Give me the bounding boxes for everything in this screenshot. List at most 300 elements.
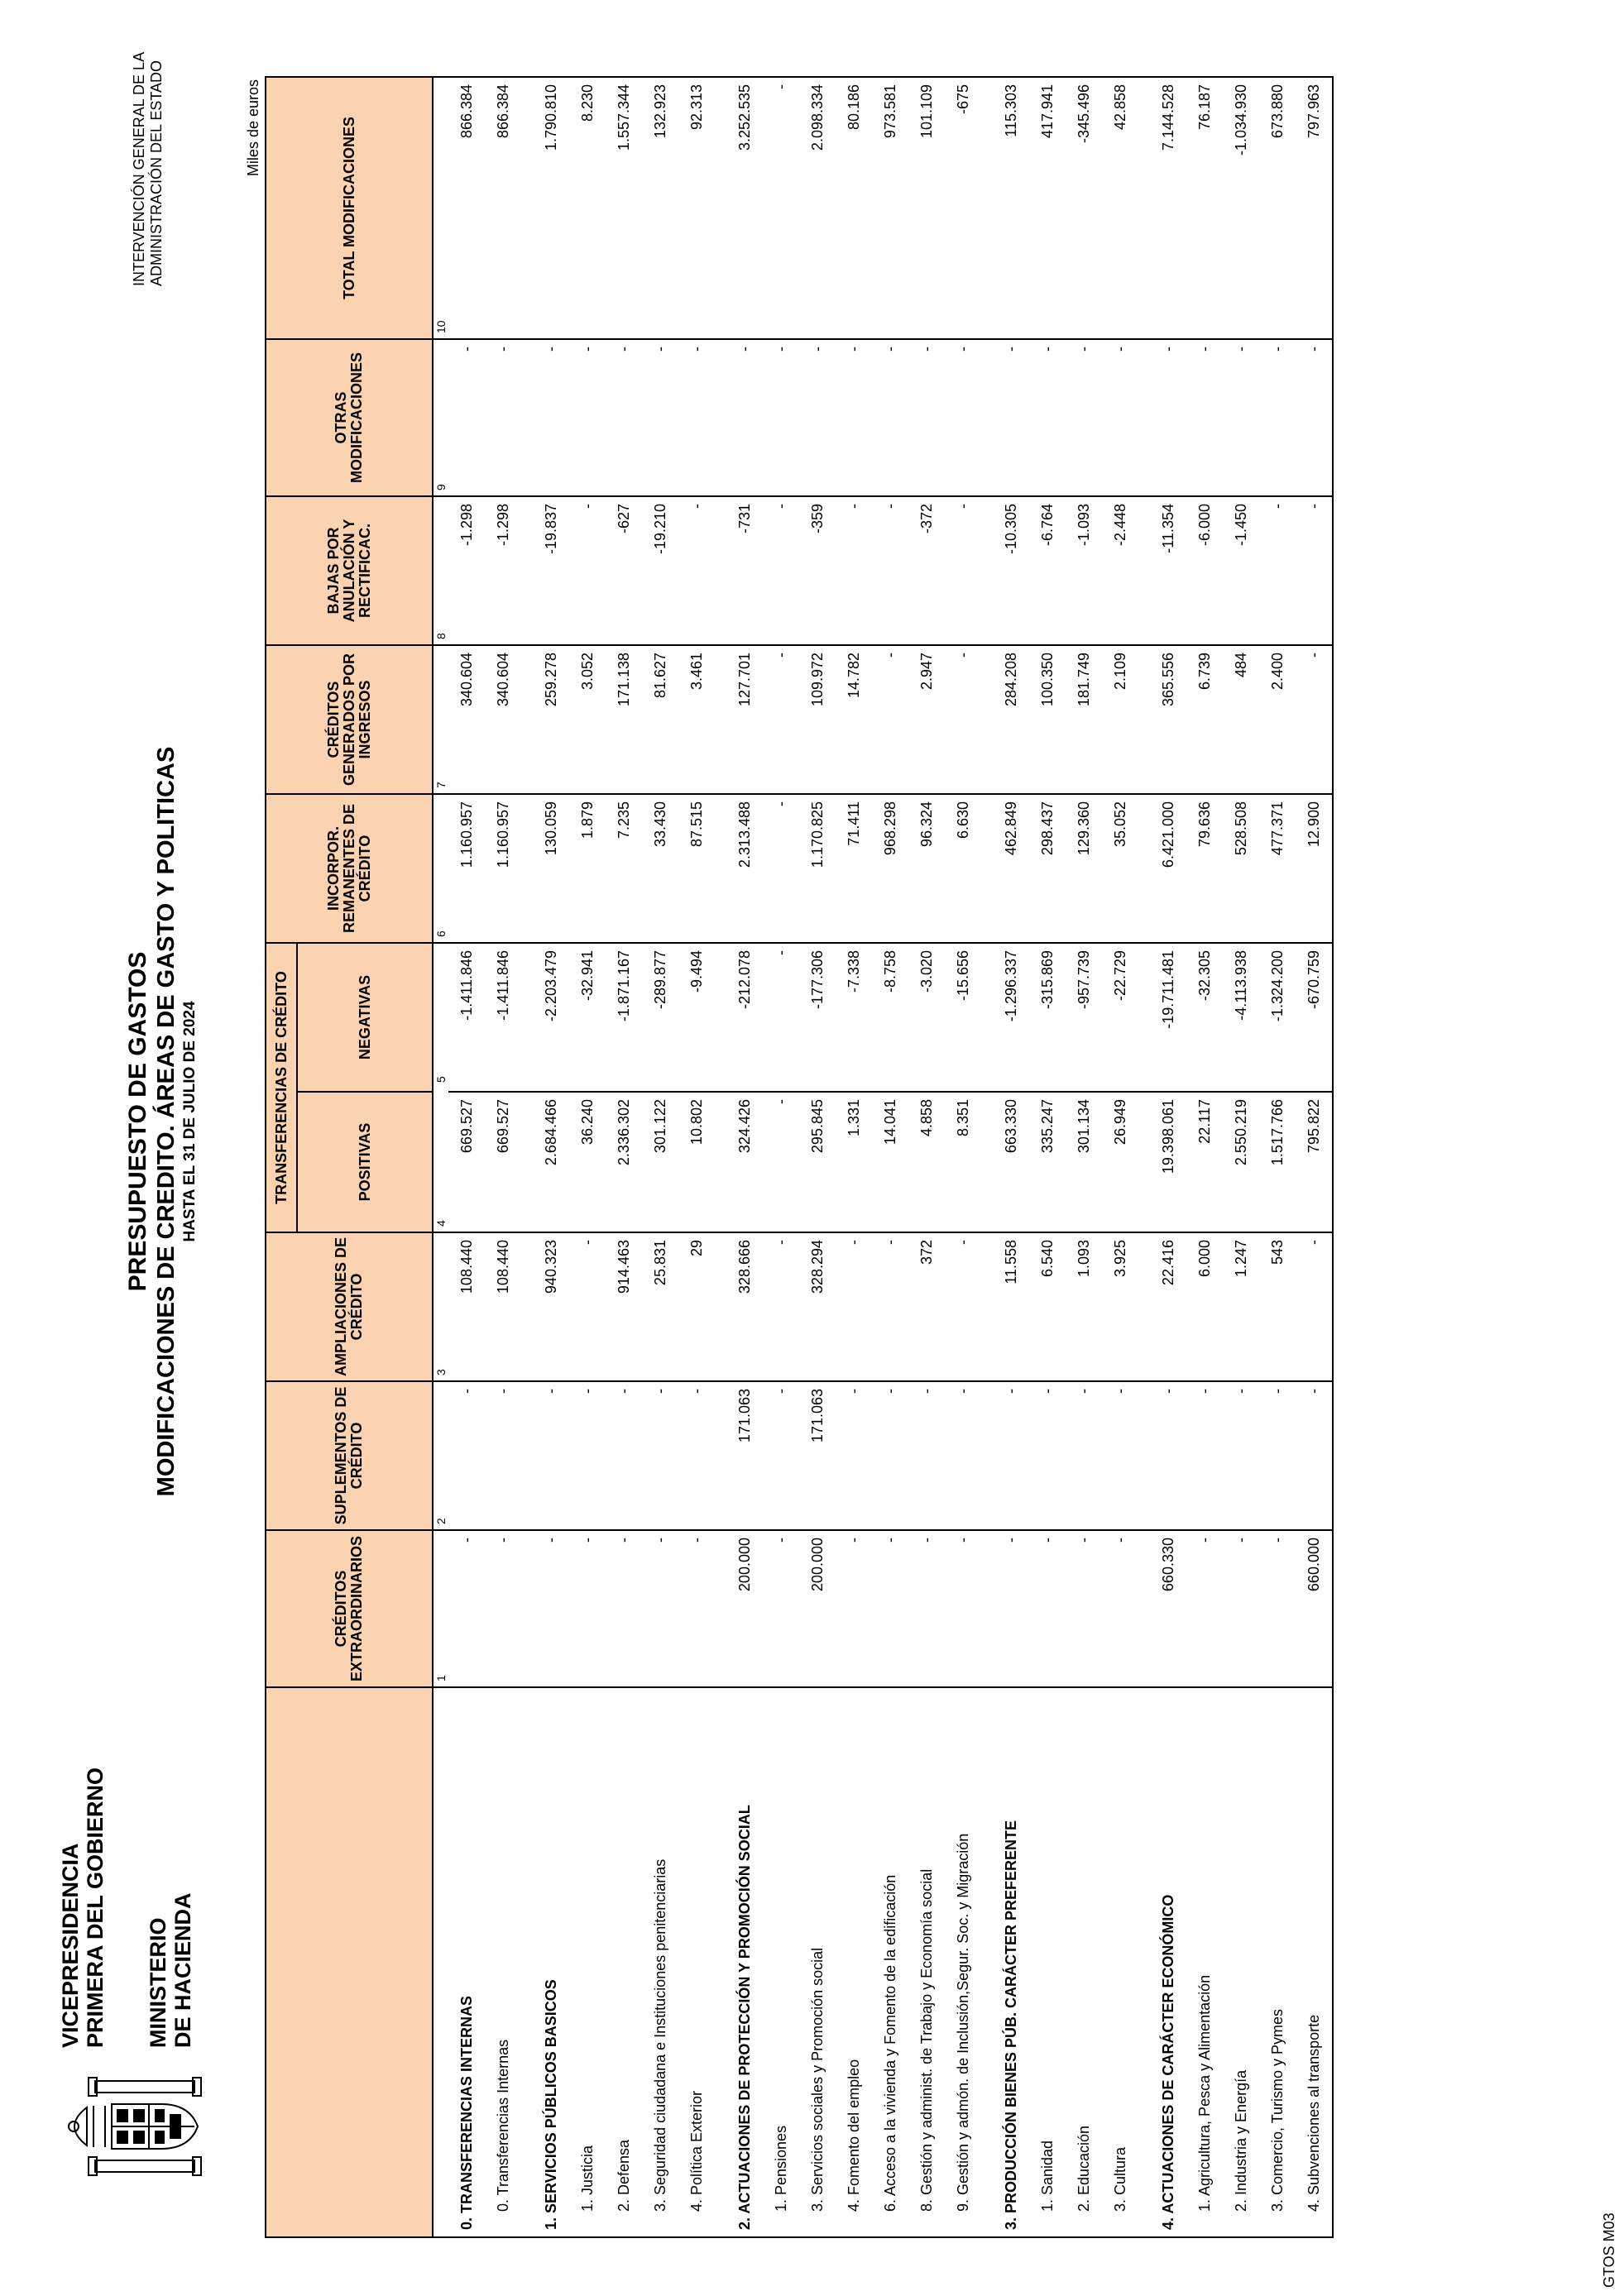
value-cell: 36.240 <box>569 1092 606 1232</box>
value-cell: 284.208 <box>993 645 1029 794</box>
value-cell: - <box>1102 1530 1138 1687</box>
value-cell: 1.557.344 <box>606 77 642 339</box>
value-cell: 108.440 <box>448 1232 485 1381</box>
value-cell: -11.354 <box>1150 496 1186 645</box>
spacer-cell <box>981 1381 993 1530</box>
value-cell: - <box>763 1232 799 1381</box>
value-cell: - <box>872 1530 908 1687</box>
value-cell: - <box>485 1530 521 1687</box>
value-cell: - <box>1296 496 1333 645</box>
value-cell: - <box>569 496 606 645</box>
budget-table <box>265 76 1334 2238</box>
value-cell: -6.764 <box>1029 496 1066 645</box>
value-cell: -289.877 <box>642 943 678 1092</box>
spacer-cell <box>715 794 726 943</box>
header-bajas: BAJAS POR ANULACIÓN Y RECTIFICAC. <box>266 496 433 645</box>
value-cell: 7.235 <box>606 794 642 943</box>
value-cell: 100.350 <box>1029 645 1066 794</box>
value-cell: - <box>678 1381 715 1530</box>
value-cell: 669.527 <box>485 1092 521 1232</box>
value-cell: 660.000 <box>1296 1530 1333 1687</box>
value-cell: 171.063 <box>799 1381 836 1530</box>
value-cell: - <box>485 1381 521 1530</box>
value-cell: 14.041 <box>872 1092 908 1232</box>
value-cell: -212.078 <box>726 943 763 1092</box>
concept-header <box>266 1687 433 2237</box>
header-positivas: POSITIVAS <box>297 1092 433 1232</box>
policy-row <box>642 77 678 2237</box>
row-label: 4. Política Exterior <box>678 1687 715 2237</box>
value-cell: - <box>678 496 715 645</box>
spacer-cell <box>1138 794 1150 943</box>
ministry-block <box>58 1734 195 2048</box>
value-cell: 87.515 <box>678 794 715 943</box>
spacer-cell <box>981 794 993 943</box>
value-cell: 663.330 <box>993 1092 1029 1232</box>
column-number-pair <box>433 943 448 1232</box>
value-cell: 8.351 <box>945 1092 981 1232</box>
value-cell: - <box>606 339 642 496</box>
spacer-cell <box>715 1381 726 1530</box>
policy-row <box>1296 77 1333 2237</box>
value-cell: - <box>945 1530 981 1687</box>
spacer-cell <box>715 645 726 794</box>
value-cell: - <box>533 1381 569 1530</box>
value-cell: 1.879 <box>569 794 606 943</box>
value-cell: -32.305 <box>1186 943 1223 1092</box>
policy-row <box>1186 77 1223 2237</box>
value-cell: 973.581 <box>872 77 908 339</box>
value-cell: 101.109 <box>908 77 945 339</box>
value-cell: 200.000 <box>799 1530 836 1687</box>
value-cell: 79.636 <box>1186 794 1223 943</box>
value-cell: 2.684.466 <box>533 1092 569 1232</box>
row-label: 4. Fomento del empleo <box>836 1687 872 2237</box>
value-cell: - <box>1102 1381 1138 1530</box>
value-cell: - <box>485 339 521 496</box>
value-cell: 673.880 <box>1259 77 1296 339</box>
column-number: 5 <box>434 1076 448 1083</box>
header-ampliaciones: AMPLIACIONES DE CRÉDITO <box>266 1232 433 1381</box>
value-cell: 33.430 <box>642 794 678 943</box>
value-cell: 109.972 <box>799 645 836 794</box>
value-cell: 171.138 <box>606 645 642 794</box>
value-cell: - <box>1296 1232 1333 1381</box>
value-cell: 528.508 <box>1223 794 1259 943</box>
value-cell: - <box>872 1232 908 1381</box>
value-cell: -15.656 <box>945 943 981 1092</box>
value-cell: - <box>642 339 678 496</box>
value-cell: - <box>763 794 799 943</box>
value-cell: 108.440 <box>485 1232 521 1381</box>
value-cell: -3.020 <box>908 943 945 1092</box>
value-cell: 259.278 <box>533 645 569 794</box>
row-label: 1. Sanidad <box>1029 1687 1066 2237</box>
value-cell: -957.739 <box>1066 943 1102 1092</box>
spacer-cell <box>521 645 533 794</box>
spacer-cell <box>1138 1381 1150 1530</box>
row-label: 2. ACTUACIONES DE PROTECCIÓN Y PROMOCIÓN SOCIAL <box>726 1687 763 2237</box>
policy-row <box>836 77 872 2237</box>
value-cell: 1.160.957 <box>485 794 521 943</box>
policy-row <box>485 77 521 2237</box>
value-cell: 324.426 <box>726 1092 763 1232</box>
spacer-cell <box>715 339 726 496</box>
value-cell: -19.210 <box>642 496 678 645</box>
spacer-row <box>981 77 993 2237</box>
value-cell: - <box>448 339 485 496</box>
column-number: 8 <box>433 496 448 645</box>
value-cell: -32.941 <box>569 943 606 1092</box>
spacer-cell <box>1138 1232 1150 1381</box>
ministry-line-2: PRIMERA DEL GOBIERNO <box>83 1767 108 2048</box>
value-cell: 2.947 <box>908 645 945 794</box>
column-number: 4 <box>434 1220 448 1227</box>
value-cell: 200.000 <box>726 1530 763 1687</box>
header-extraordinarios: CRÉDITOS EXTRAORDINARIOS <box>266 1530 433 1687</box>
spacer-cell <box>715 1687 726 2237</box>
value-cell: - <box>726 339 763 496</box>
value-cell: 1.247 <box>1223 1232 1259 1381</box>
value-cell: 130.059 <box>533 794 569 943</box>
value-cell: - <box>836 1232 872 1381</box>
value-cell: -359 <box>799 496 836 645</box>
value-cell: - <box>763 339 799 496</box>
column-number: 10 <box>433 77 448 339</box>
value-cell: 301.134 <box>1066 1092 1102 1232</box>
value-cell: 2.109 <box>1102 645 1138 794</box>
org-line-2: ADMINISTRACIÓN DEL ESTADO <box>148 60 165 286</box>
value-cell: - <box>872 339 908 496</box>
value-cell: 340.604 <box>448 645 485 794</box>
area-row <box>533 77 569 2237</box>
value-cell: 866.384 <box>485 77 521 339</box>
column-number-blank <box>433 1687 448 2237</box>
value-cell: 328.666 <box>726 1232 763 1381</box>
policy-row <box>606 77 642 2237</box>
spacer-cell <box>981 645 993 794</box>
spacer-cell <box>981 943 993 1092</box>
value-cell: - <box>945 339 981 496</box>
value-cell: - <box>1186 1381 1223 1530</box>
spacer-cell <box>521 77 533 339</box>
spacer-cell <box>981 1530 993 1687</box>
value-cell: 6.540 <box>1029 1232 1066 1381</box>
row-label: 3. PRODUCCIÓN BIENES PÚB. CARÁCTER PREFERENTE <box>993 1687 1029 2237</box>
spacer-cell <box>1138 1092 1150 1232</box>
policy-row <box>678 77 715 2237</box>
value-cell: -372 <box>908 496 945 645</box>
spacer-cell <box>521 1530 533 1687</box>
value-cell: 26.949 <box>1102 1092 1138 1232</box>
value-cell: - <box>836 496 872 645</box>
coat-of-arms-icon <box>62 2073 219 2180</box>
spacer-cell <box>521 1092 533 1232</box>
area-row <box>448 77 485 2237</box>
row-label: 1. Pensiones <box>763 1687 799 2237</box>
value-cell: - <box>908 1530 945 1687</box>
value-cell: - <box>1259 1530 1296 1687</box>
value-cell: 10.802 <box>678 1092 715 1232</box>
header-total: TOTAL MODIFICACIONES <box>266 77 433 339</box>
spacer-cell <box>521 1232 533 1381</box>
value-cell: 35.052 <box>1102 794 1138 943</box>
spacer-cell <box>981 496 993 645</box>
spacer-cell <box>1138 339 1150 496</box>
value-cell: 25.831 <box>642 1232 678 1381</box>
value-cell: 335.247 <box>1029 1092 1066 1232</box>
column-number-row <box>433 77 448 2237</box>
ministry-line-3: MINISTERIO <box>146 1917 170 2048</box>
value-cell: - <box>1259 496 1296 645</box>
row-label: 9. Gestión y admón. de Inclusión,Segur. Soc. y Migración <box>945 1687 981 2237</box>
value-cell: - <box>1029 1530 1066 1687</box>
value-cell: 462.849 <box>993 794 1029 943</box>
row-label: 8. Gestión y administ. de Trabajo y Economía social <box>908 1687 945 2237</box>
value-cell: -315.869 <box>1029 943 1066 1092</box>
value-cell: - <box>569 1381 606 1530</box>
value-cell: 2.336.302 <box>606 1092 642 1232</box>
value-cell: 3.461 <box>678 645 715 794</box>
spacer-cell <box>521 496 533 645</box>
page-title: PRESUPUESTO DE GASTOS <box>124 951 151 1292</box>
row-label: 4. ACTUACIONES DE CARÁCTER ECONÓMICO <box>1150 1687 1186 2237</box>
value-cell: 19.398.061 <box>1150 1092 1186 1232</box>
value-cell: 543 <box>1259 1232 1296 1381</box>
value-cell: 2.098.334 <box>799 77 836 339</box>
value-cell: -1.324.200 <box>1259 943 1296 1092</box>
column-number: 9 <box>433 339 448 496</box>
spacer-cell <box>715 1092 726 1232</box>
value-cell: - <box>1066 339 1102 496</box>
value-cell: -627 <box>606 496 642 645</box>
value-cell: 372 <box>908 1232 945 1381</box>
value-cell: -9.494 <box>678 943 715 1092</box>
policy-row <box>1223 77 1259 2237</box>
row-label: 2. Industria y Energía <box>1223 1687 1259 2237</box>
value-cell: -1.871.167 <box>606 943 642 1092</box>
spacer-cell <box>1138 943 1150 1092</box>
ministry-line-1: VICEPRESIDENCIA <box>58 1843 83 2048</box>
value-cell: - <box>836 1530 872 1687</box>
units-label: Miles de euros <box>245 79 261 177</box>
value-cell: - <box>908 1381 945 1530</box>
value-cell: 115.303 <box>993 77 1029 339</box>
value-cell: -7.338 <box>836 943 872 1092</box>
value-cell: -6.000 <box>1186 496 1223 645</box>
value-cell: 1.331 <box>836 1092 872 1232</box>
header-generados: CRÉDITOS GENERADOS POR INGRESOS <box>266 645 433 794</box>
value-cell: 1.170.825 <box>799 794 836 943</box>
title-block <box>124 642 200 1601</box>
spacer-cell <box>981 1092 993 1232</box>
header-negativas: NEGATIVAS <box>297 943 433 1092</box>
value-cell: - <box>763 496 799 645</box>
value-cell: - <box>763 77 799 339</box>
spacer-cell <box>1138 645 1150 794</box>
value-cell: -1.450 <box>1223 496 1259 645</box>
value-cell: - <box>799 339 836 496</box>
value-cell: -19.711.481 <box>1150 943 1186 1092</box>
spacer-cell <box>981 1232 993 1381</box>
value-cell: 6.421.000 <box>1150 794 1186 943</box>
row-label: 0. TRANSFERENCIAS INTERNAS <box>448 1687 485 2237</box>
row-label: 3. Seguridad ciudadana e Instituciones penitenciarias <box>642 1687 678 2237</box>
spacer-cell <box>1138 1530 1150 1687</box>
row-label: 1. Agricultura, Pesca y Alimentación <box>1186 1687 1223 2237</box>
value-cell: 22.416 <box>1150 1232 1186 1381</box>
header-transferencias: TRANSFERENCIAS DE CRÉDITO <box>266 943 297 1232</box>
value-cell: -10.305 <box>993 496 1029 645</box>
value-cell: - <box>763 1530 799 1687</box>
value-cell: - <box>763 1381 799 1530</box>
value-cell: 6.630 <box>945 794 981 943</box>
value-cell: - <box>1066 1381 1102 1530</box>
value-cell: 3.252.535 <box>726 77 763 339</box>
value-cell: 301.122 <box>642 1092 678 1232</box>
value-cell: 11.558 <box>993 1232 1029 1381</box>
spacer-cell <box>715 1530 726 1687</box>
value-cell: 6.739 <box>1186 645 1223 794</box>
value-cell: -4.113.938 <box>1223 943 1259 1092</box>
value-cell: 866.384 <box>448 77 485 339</box>
policy-row <box>763 77 799 2237</box>
value-cell: 3.052 <box>569 645 606 794</box>
value-cell: - <box>678 339 715 496</box>
value-cell: 1.160.957 <box>448 794 485 943</box>
value-cell: 797.963 <box>1296 77 1333 339</box>
spacer-cell <box>981 77 993 339</box>
spacer-cell <box>1138 496 1150 645</box>
page-date: HASTA EL 31 DE JULIO DE 2024 <box>181 1001 199 1242</box>
value-cell: 1.790.810 <box>533 77 569 339</box>
value-cell: - <box>448 1530 485 1687</box>
spacer-row <box>521 77 533 2237</box>
value-cell: 2.550.219 <box>1223 1092 1259 1232</box>
value-cell: - <box>836 1381 872 1530</box>
value-cell: 6.000 <box>1186 1232 1223 1381</box>
value-cell: - <box>993 1381 1029 1530</box>
value-cell: - <box>945 645 981 794</box>
value-cell: 81.627 <box>642 645 678 794</box>
value-cell: - <box>1150 1381 1186 1530</box>
value-cell: 4.858 <box>908 1092 945 1232</box>
row-label: 2. Defensa <box>606 1687 642 2237</box>
value-cell: - <box>642 1530 678 1687</box>
value-cell: 660.330 <box>1150 1530 1186 1687</box>
value-cell: - <box>569 1232 606 1381</box>
value-cell: - <box>1223 1530 1259 1687</box>
value-cell: -670.759 <box>1296 943 1333 1092</box>
value-cell: - <box>533 1530 569 1687</box>
value-cell: - <box>1259 339 1296 496</box>
value-cell: - <box>678 1530 715 1687</box>
value-cell: 80.186 <box>836 77 872 339</box>
policy-row <box>1066 77 1102 2237</box>
value-cell: 298.437 <box>1029 794 1066 943</box>
value-cell: 71.411 <box>836 794 872 943</box>
value-cell: - <box>533 339 569 496</box>
org-line-1: INTERVENCIÓN GENERAL DE LA <box>131 51 147 286</box>
value-cell: - <box>993 339 1029 496</box>
value-cell: - <box>606 1530 642 1687</box>
value-cell: - <box>1029 1381 1066 1530</box>
value-cell: 968.298 <box>872 794 908 943</box>
area-row <box>993 77 1029 2237</box>
column-number: 6 <box>433 794 448 943</box>
value-cell: 365.556 <box>1150 645 1186 794</box>
value-cell: - <box>763 645 799 794</box>
row-label: 3. Cultura <box>1102 1687 1138 2237</box>
row-label: 6. Acceso a la vivienda y Fomento de la edificación <box>872 1687 908 2237</box>
spacer-cell <box>715 943 726 1092</box>
value-cell: 7.144.528 <box>1150 77 1186 339</box>
spacer-cell <box>715 496 726 645</box>
spacer-cell <box>521 1687 533 2237</box>
value-cell: 22.117 <box>1186 1092 1223 1232</box>
org-block <box>131 13 165 286</box>
value-cell: - <box>1150 339 1186 496</box>
page-subtitle: MODIFICACIONES DE CREDITO. ÁREAS DE GASTO Y POLITICAS <box>153 746 180 1497</box>
column-number: 3 <box>433 1232 448 1381</box>
policy-row <box>799 77 836 2237</box>
value-cell: -1.411.846 <box>485 943 521 1092</box>
spacer-cell <box>981 339 993 496</box>
footer-code: GTOS M03 <box>1601 2212 1617 2288</box>
value-cell: - <box>872 1381 908 1530</box>
value-cell: - <box>908 339 945 496</box>
value-cell: 477.371 <box>1259 794 1296 943</box>
value-cell: 328.294 <box>799 1232 836 1381</box>
area-row <box>726 77 763 2237</box>
value-cell: 484 <box>1223 645 1259 794</box>
spacer-cell <box>521 339 533 496</box>
value-cell: - <box>1223 1381 1259 1530</box>
value-cell: 171.063 <box>726 1381 763 1530</box>
value-cell: - <box>1186 339 1223 496</box>
value-cell: - <box>945 496 981 645</box>
policy-row <box>908 77 945 2237</box>
value-cell: 2.313.488 <box>726 794 763 943</box>
header-otras: OTRAS MODIFICACIONES <box>266 339 433 496</box>
value-cell: - <box>1066 1530 1102 1687</box>
value-cell: -8.758 <box>872 943 908 1092</box>
value-cell: - <box>1102 339 1138 496</box>
value-cell: 14.782 <box>836 645 872 794</box>
value-cell: 669.527 <box>448 1092 485 1232</box>
spacer-cell <box>715 1232 726 1381</box>
spacer-cell <box>1138 1687 1150 2237</box>
row-label: 3. Comercio, Turismo y Pymes <box>1259 1687 1296 2237</box>
row-label: 1. SERVICIOS PÚBLICOS BASICOS <box>533 1687 569 2237</box>
value-cell: - <box>642 1381 678 1530</box>
value-cell: 914.463 <box>606 1232 642 1381</box>
value-cell: 132.923 <box>642 77 678 339</box>
value-cell: -1.296.337 <box>993 943 1029 1092</box>
value-cell: 127.701 <box>726 645 763 794</box>
value-cell: - <box>1186 1530 1223 1687</box>
value-cell: 92.313 <box>678 77 715 339</box>
value-cell: -731 <box>726 496 763 645</box>
policy-row <box>1029 77 1066 2237</box>
policy-row <box>1259 77 1296 2237</box>
value-cell: 795.822 <box>1296 1092 1333 1232</box>
value-cell: 181.749 <box>1066 645 1102 794</box>
value-cell: -19.837 <box>533 496 569 645</box>
value-cell: 42.858 <box>1102 77 1138 339</box>
value-cell: 940.323 <box>533 1232 569 1381</box>
area-row <box>1150 77 1186 2237</box>
